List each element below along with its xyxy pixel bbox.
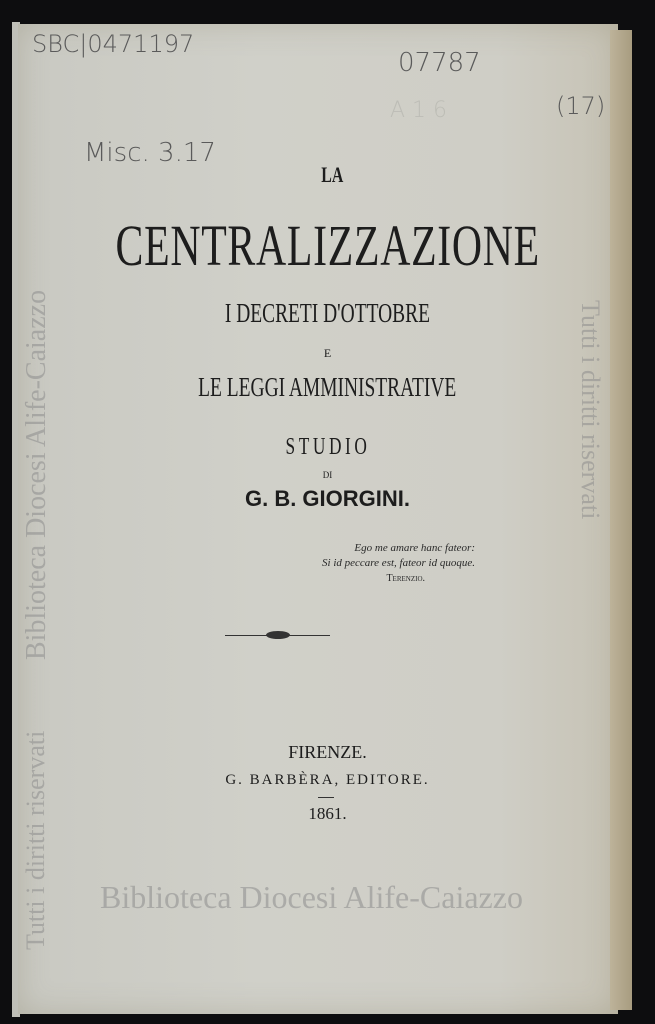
imprint-publisher: G. BARBÈRA, EDITORE. <box>225 772 430 788</box>
watermark-library-arc: Biblioteca Diocesi Alife-Caiazzo <box>21 289 52 660</box>
title-line2: LE LEGGI AMMINISTRATIVE <box>198 372 457 402</box>
title-conjunction: E <box>323 346 332 360</box>
epigraph-line1: Ego me amare hanc fateor: <box>354 542 475 554</box>
study-label: STUDIO <box>285 434 370 460</box>
epigraph <box>255 541 475 586</box>
imprint-city: FIRENZE. <box>288 742 367 762</box>
handwritten-shelfmark: SBC|0471197 <box>32 30 195 58</box>
imprint-year: 1861. <box>308 804 347 823</box>
epigraph-line2: Si id peccare est, fateor id quoque. <box>322 557 475 569</box>
handwritten-bracket: (17) <box>556 92 606 120</box>
title-article: LA <box>321 162 344 187</box>
epigraph-attribution: Terenzio. <box>386 573 425 584</box>
di-label: DI <box>322 470 333 480</box>
handwritten-number: 07787 <box>398 48 481 78</box>
imprint-rule <box>318 797 334 798</box>
author: G. B. GIORGINI. <box>244 486 410 511</box>
watermark-rights-right: Tutti i diritti riservati <box>576 300 605 520</box>
title-main: CENTRALIZZAZIONE <box>115 213 540 278</box>
faint-mark: A 1 6 <box>390 98 448 123</box>
ornament-center <box>266 631 290 639</box>
watermark-rights-left: Tutti i diritti riservati <box>21 730 50 950</box>
title-line1: I DECRETI D'OTTOBRE <box>224 298 431 328</box>
watermark-library-bottom: Biblioteca Diocesi Alife-Caiazzo <box>100 879 523 915</box>
handwritten-misc: Misc. 3.17 <box>84 138 216 168</box>
